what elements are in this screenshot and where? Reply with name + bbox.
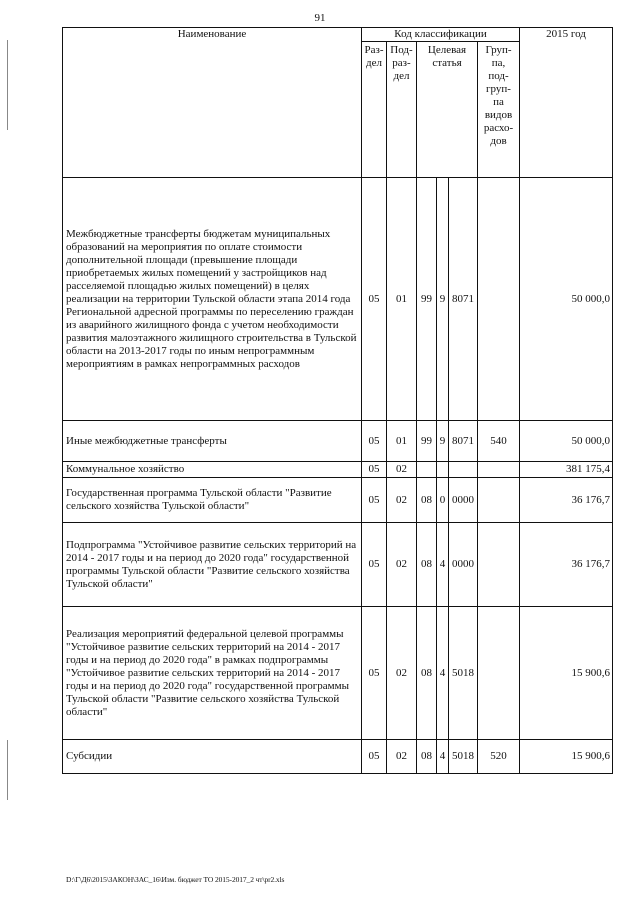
row-subsection: 02 <box>387 607 417 740</box>
header-expense-group <box>478 42 520 178</box>
row-name: Коммунальное хозяйство <box>63 462 362 478</box>
row-section: 05 <box>362 523 387 607</box>
row-article-c: 0000 <box>449 523 478 607</box>
row-expense-type <box>478 607 520 740</box>
row-subsection: 02 <box>387 523 417 607</box>
table-row <box>63 523 613 607</box>
row-amount: 381 175,4 <box>520 462 613 478</box>
header-classification: Код классификации <box>362 28 520 42</box>
row-article-c: 8071 <box>449 421 478 462</box>
row-name: Иные межбюджетные трансферты <box>63 421 362 462</box>
row-article-b: 0 <box>437 478 449 523</box>
row-article-c: 5018 <box>449 740 478 774</box>
row-article-c <box>449 462 478 478</box>
row-article-b <box>437 462 449 478</box>
row-expense-type <box>478 462 520 478</box>
row-amount: 50 000,0 <box>520 178 613 421</box>
row-section: 05 <box>362 740 387 774</box>
row-article-a: 99 <box>417 178 437 421</box>
row-article-b: 4 <box>437 607 449 740</box>
header-year: 2015 год <box>520 28 613 178</box>
row-article-b: 4 <box>437 523 449 607</box>
row-article-a <box>417 462 437 478</box>
row-section: 05 <box>362 421 387 462</box>
table-row <box>63 178 613 421</box>
row-subsection: 02 <box>387 740 417 774</box>
row-amount: 15 900,6 <box>520 740 613 774</box>
row-amount: 36 176,7 <box>520 478 613 523</box>
header-section <box>362 42 387 178</box>
margin-mark-bottom <box>7 740 8 800</box>
page-number: 91 <box>314 12 326 24</box>
table-row <box>63 607 613 740</box>
row-expense-type <box>478 523 520 607</box>
row-expense-type <box>478 478 520 523</box>
row-article-a: 99 <box>417 421 437 462</box>
footer-file-path: D:\Г\Д6\2015\ЗАКОН\ЗАС_16\Изм. бюджет ТО 2015-2017_2 чт\pr2.xls <box>66 875 285 884</box>
row-section: 05 <box>362 478 387 523</box>
row-section: 05 <box>362 178 387 421</box>
margin-mark-top <box>7 40 8 130</box>
table-row <box>63 478 613 523</box>
row-article-c: 0000 <box>449 478 478 523</box>
row-article-b: 9 <box>437 178 449 421</box>
budget-table <box>62 27 613 774</box>
header-target-article <box>417 42 478 178</box>
table-row <box>63 421 613 462</box>
table-row <box>63 462 613 478</box>
row-subsection: 01 <box>387 421 417 462</box>
row-article-b: 4 <box>437 740 449 774</box>
row-expense-type: 520 <box>478 740 520 774</box>
row-article-a: 08 <box>417 478 437 523</box>
row-name: Межбюджетные трансферты бюджетам муниципальных образований на мероприятия по оплате стоимости дополнительной площади (превышение площади приобретаемых жилых помещений у застройщиков над расселяемой площадью жилых помещений) в целях реализации на территории Тульской области этапа 2014 года Региональной адресной программы по переселению граждан из аварийного жилищного фонда с учетом необходимости развития малоэтажного жилищного строительства в Тульской области на 2013-2017 годы по иным непрограммным мероприятиям в рамках непрограммных расходов <box>63 178 362 421</box>
row-expense-type <box>478 178 520 421</box>
row-expense-type: 540 <box>478 421 520 462</box>
row-section: 05 <box>362 462 387 478</box>
row-article-c: 5018 <box>449 607 478 740</box>
row-name: Субсидии <box>63 740 362 774</box>
row-article-c: 8071 <box>449 178 478 421</box>
row-name: Государственная программа Тульской области "Развитие сельского хозяйства Тульской области" <box>63 478 362 523</box>
row-amount: 50 000,0 <box>520 421 613 462</box>
row-subsection: 01 <box>387 178 417 421</box>
row-name: Реализация мероприятий федеральной целевой программы "Устойчивое развитие сельских территорий на 2014 - 2017 годы и на период до 2020 года" в рамках подпрограммы "Устойчивое развитие сельских территорий на 2014 - 2017 годы и на период до 2020 года" государственной программы Тульской области "Развитие сельского хозяйства Тульской области" <box>63 607 362 740</box>
row-article-a: 08 <box>417 607 437 740</box>
header-subsection-label: Под- раз- дел <box>390 44 413 82</box>
row-article-a: 08 <box>417 523 437 607</box>
header-subsection <box>387 42 417 178</box>
row-amount: 15 900,6 <box>520 607 613 740</box>
row-subsection: 02 <box>387 478 417 523</box>
header-expense-group-label: Груп- па, под- груп- па видов расхо- дов <box>483 44 514 147</box>
row-subsection: 02 <box>387 462 417 478</box>
row-name: Подпрограмма "Устойчивое развитие сельских территорий на 2014 - 2017 годы и на период до 2020 года" государственной программы Тульской области "Развитие сельского хозяйства Тульской области" <box>63 523 362 607</box>
header-name: Наименование <box>63 28 362 178</box>
row-section: 05 <box>362 607 387 740</box>
row-amount: 36 176,7 <box>520 523 613 607</box>
row-article-a: 08 <box>417 740 437 774</box>
table-row <box>63 740 613 774</box>
row-article-b: 9 <box>437 421 449 462</box>
header-target-article-label: Целевая статья <box>427 44 467 69</box>
header-section-label: Раз- дел <box>364 44 384 69</box>
